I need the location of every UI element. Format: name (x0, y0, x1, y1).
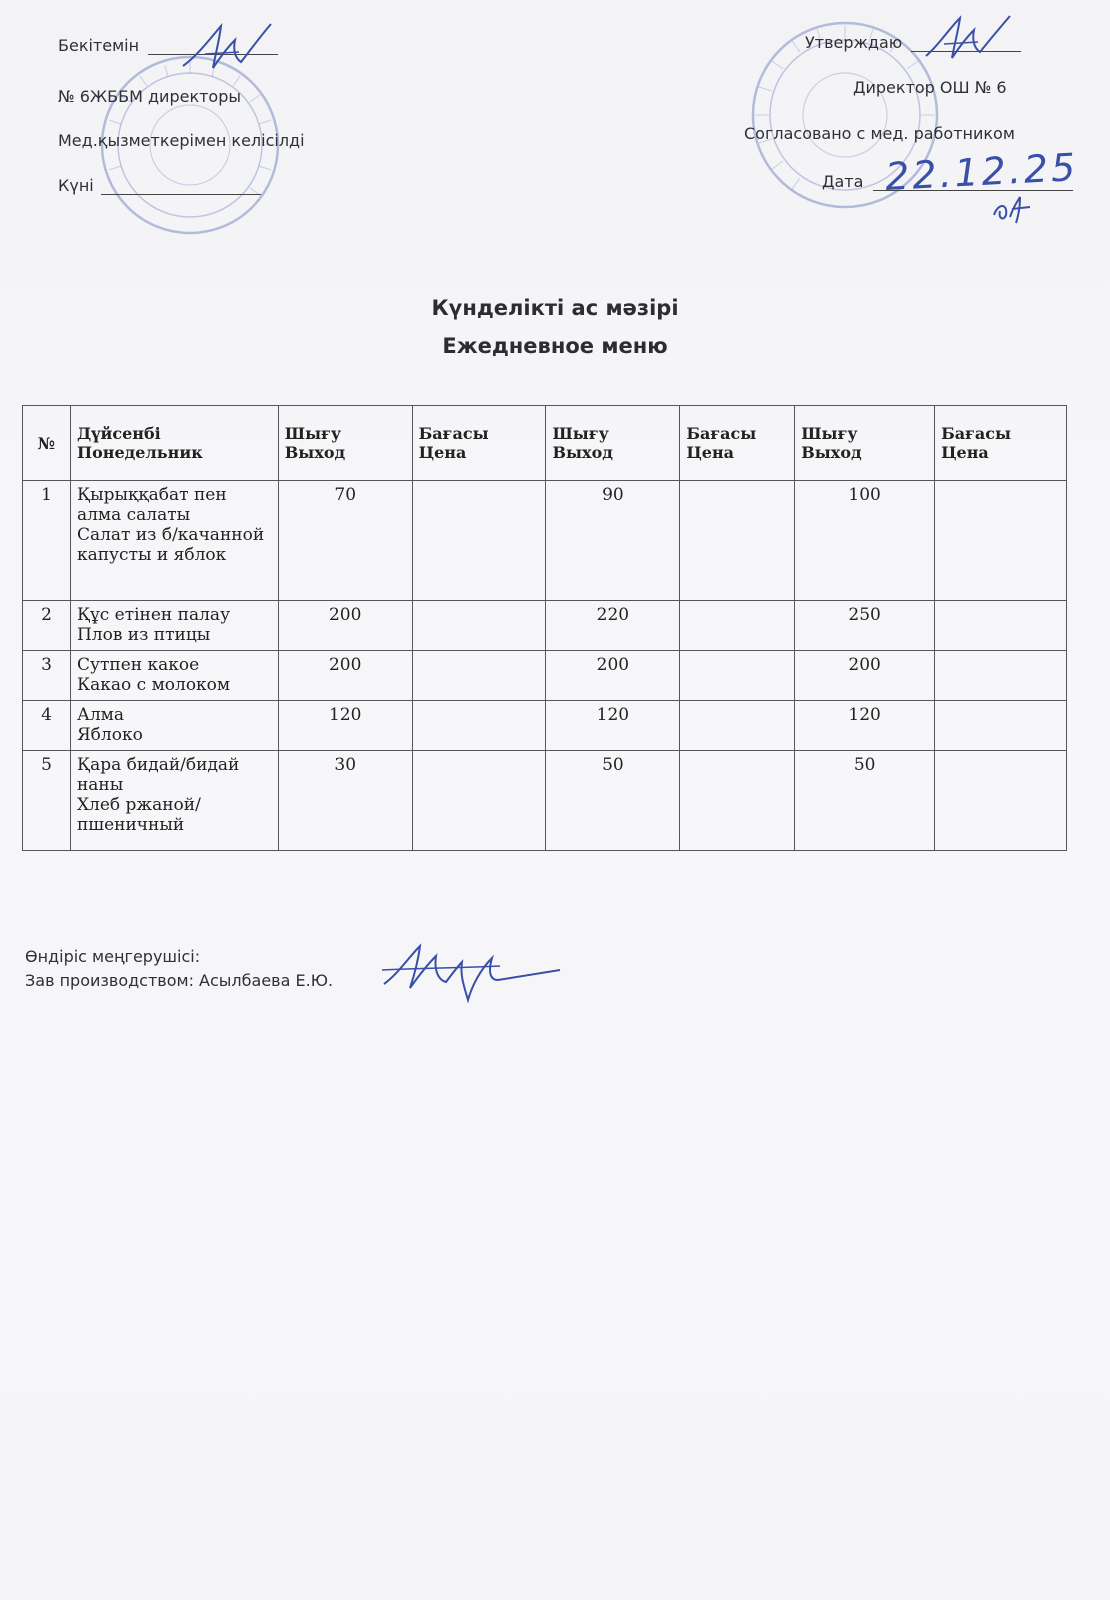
row-dish (70, 601, 278, 651)
row-output-3: 120 (795, 701, 935, 751)
row-price-3 (935, 601, 1067, 651)
table-row (23, 601, 1067, 651)
row-dish (70, 651, 278, 701)
row-output-2: 220 (546, 601, 680, 651)
header-price-2-ru: Цена (686, 443, 735, 462)
row-output-1: 120 (278, 701, 412, 751)
left-agreed-line: Мед.қызметкерімен келісілді (58, 131, 305, 150)
row-output-1: 30 (278, 751, 412, 851)
header-output-3 (795, 406, 935, 481)
header-output-2-kz: Шығу (552, 424, 609, 443)
row-dish (70, 751, 278, 851)
row-output-3: 250 (795, 601, 935, 651)
footer-line-kz: Өндіріс меңгерушісі: (25, 947, 201, 966)
handwritten-date: 22.12.25 (883, 144, 1080, 200)
row-output-1: 70 (278, 481, 412, 601)
row-dish-ru: Яблоко (76, 725, 143, 745)
table-row (23, 481, 1067, 601)
menu-table (22, 405, 1067, 851)
table-row (23, 751, 1067, 851)
row-price-1 (412, 701, 546, 751)
header-price-3-kz: Бағасы (941, 424, 1012, 443)
row-num: 4 (23, 701, 71, 751)
row-dish-kz: Алма (76, 705, 124, 725)
header-output-3-ru: Выход (801, 443, 862, 462)
row-dish-kz: Құс етінен палау (76, 605, 231, 625)
row-output-3: 100 (795, 481, 935, 601)
table-row (23, 701, 1067, 751)
row-dish-ru: Какао с молоком (76, 675, 231, 695)
row-price-2 (680, 481, 795, 601)
title-kz: Күнделікті ас мәзірі (431, 296, 679, 320)
header-day (70, 406, 278, 481)
row-output-1: 200 (278, 651, 412, 701)
header-output-1-kz: Шығу (284, 424, 342, 443)
row-price-1 (412, 651, 546, 701)
row-price-3 (935, 651, 1067, 701)
left-approve-label: Бекітемін (58, 36, 140, 55)
row-dish (70, 701, 278, 751)
left-signature (175, 18, 285, 73)
header-price-3 (935, 406, 1067, 481)
row-num: 3 (23, 651, 71, 701)
right-date-label: Дата (822, 172, 864, 191)
row-output-3: 50 (795, 751, 935, 851)
left-date-label: Күні (58, 176, 94, 195)
header-num-label: № (37, 433, 56, 453)
right-signature (920, 12, 1025, 62)
row-price-3 (935, 751, 1067, 851)
row-num: 2 (23, 601, 71, 651)
header-price-3-ru: Цена (941, 443, 989, 462)
header-day-ru: Понедельник (76, 443, 203, 462)
row-dish (70, 481, 278, 601)
header-output-2 (546, 406, 680, 481)
header-day-kz: Дүйсенбі (76, 424, 161, 443)
left-director-line: № 6ЖББМ директоры (58, 87, 242, 106)
header-num (23, 406, 71, 481)
row-price-1 (412, 601, 546, 651)
header-output-3-kz: Шығу (801, 424, 858, 443)
row-price-1 (412, 481, 546, 601)
row-output-2: 50 (546, 751, 680, 851)
production-manager-signature (380, 940, 570, 1010)
table-header-row (23, 406, 1067, 481)
header-output-1 (278, 406, 412, 481)
row-output-2: 90 (546, 481, 680, 601)
right-approve-label: Утверждаю (805, 33, 903, 52)
row-price-3 (935, 481, 1067, 601)
header-price-1 (412, 406, 546, 481)
row-dish-kz: Қырыққабат пен алма салаты (76, 485, 227, 525)
header-price-1-kz: Бағасы (418, 424, 489, 443)
table-row (23, 651, 1067, 701)
footer (25, 945, 333, 993)
title-ru: Ежедневное меню (442, 334, 668, 358)
row-output-2: 120 (546, 701, 680, 751)
row-num: 1 (23, 481, 71, 601)
row-output-3: 200 (795, 651, 935, 701)
row-price-1 (412, 751, 546, 851)
row-output-1: 200 (278, 601, 412, 651)
row-dish-ru: Салат из б/качанной капусты и яблок (76, 525, 265, 565)
right-agreed-line: Согласовано с мед. работником (744, 124, 1015, 143)
header-output-1-ru: Выход (284, 443, 346, 462)
left-date-line (58, 176, 261, 195)
row-num: 5 (23, 751, 71, 851)
date-initials (990, 195, 1040, 225)
header-price-2-kz: Бағасы (686, 424, 757, 443)
row-price-2 (680, 701, 795, 751)
header-price-1-ru: Цена (418, 443, 467, 462)
header-price-2 (680, 406, 795, 481)
row-dish-ru: Хлеб ржаной/пшеничный (76, 795, 201, 835)
right-director-line: Директор ОШ № 6 (853, 78, 1007, 97)
row-price-2 (680, 651, 795, 701)
row-dish-kz: Қара бидай/бидай наны (76, 755, 240, 795)
footer-line-ru: Зав производством: Асылбаева Е.Ю. (25, 971, 334, 990)
row-dish-ru: Плов из птицы (76, 625, 211, 645)
row-price-2 (680, 601, 795, 651)
row-output-2: 200 (546, 651, 680, 701)
row-price-3 (935, 701, 1067, 751)
row-dish-kz: Сутпен какое (76, 655, 200, 675)
header-output-2-ru: Выход (552, 443, 613, 462)
left-date-blank (101, 194, 261, 195)
row-price-2 (680, 751, 795, 851)
